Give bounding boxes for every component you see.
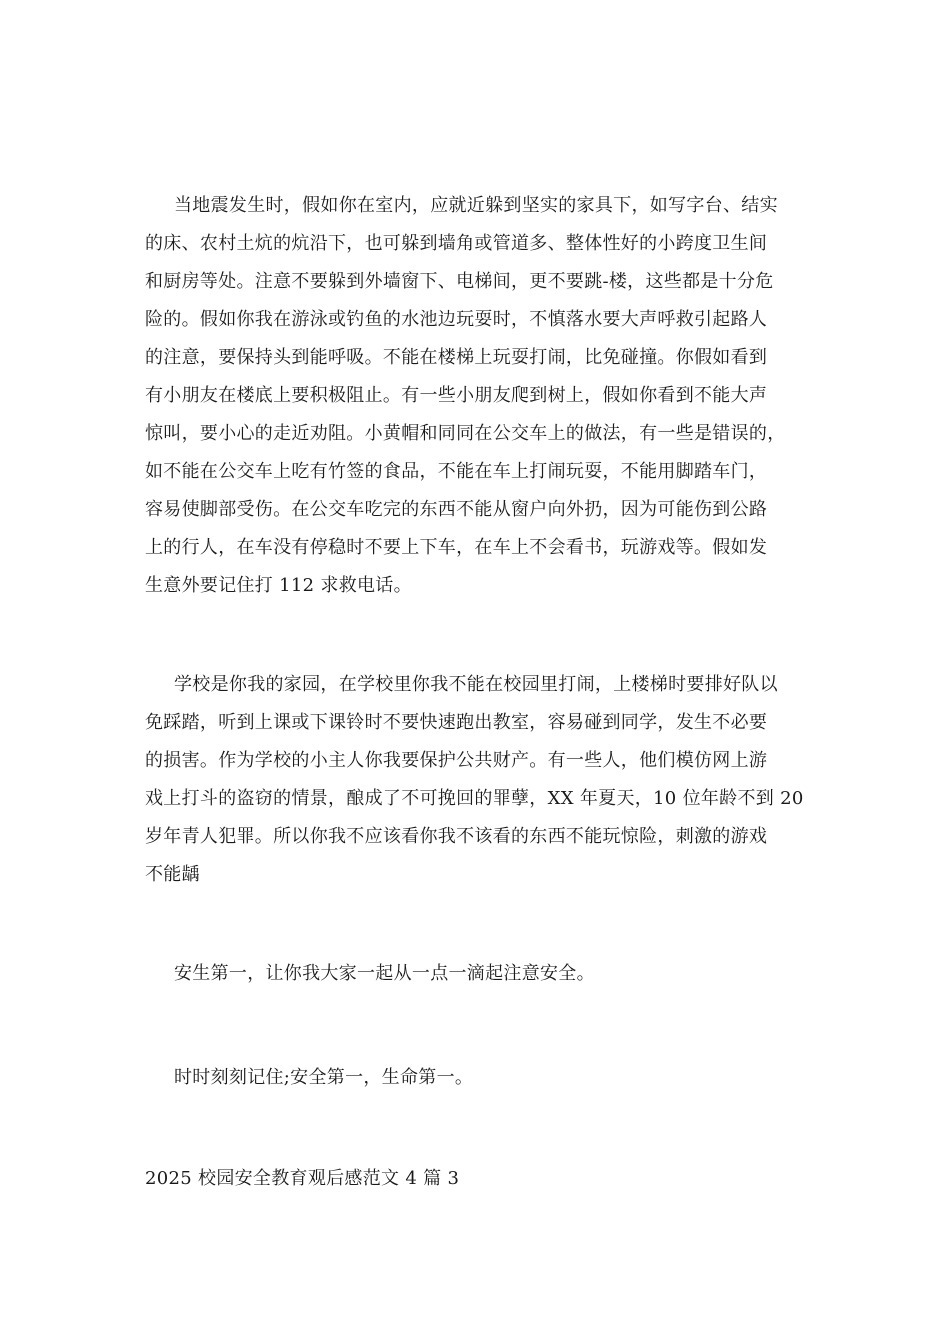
text-line: 有小朋友在楼底上要积极阻止。有一些小朋友爬到树上，假如你看到不能大声 — [145, 385, 768, 406]
paragraph-remember: 时时刻刻记住;安全第一，生命第一。 — [174, 1067, 474, 1088]
text-line: 的注意，要保持头到能呼吸。不能在楼梯上玩耍打闹，比免碰撞。你假如看到 — [145, 347, 768, 368]
text-line: 当地震发生时，假如你在室内，应就近躲到坚实的家具下，如写字台、结实 — [174, 195, 778, 216]
text-line: 免踩踏，听到上课或下课铃时不要快速跑出教室，容易碰到同学，发生不必要 — [145, 712, 768, 733]
text-line: 戏上打斗的盗窃的情景，酿成了不可挽回的罪孽，XX 年夏天，10 位年龄不到 20 — [145, 788, 804, 809]
text-line: 如不能在公交车上吃有竹签的食品，不能在车上打闹玩耍，不能用脚踏车门， — [145, 461, 768, 482]
paragraph-safety-first: 安生第一，让你我大家一起从一点一滴起注意安全。 — [174, 963, 595, 984]
text-line: 容易使脚部受伤。在公交车吃完的东西不能从窗户向外扔，因为可能伤到公路 — [145, 499, 768, 520]
text-line: 上的行人，在车没有停稳时不要上下车，在车上不会看书，玩游戏等。假如发 — [145, 537, 768, 558]
text-line: 险的。假如你我在游泳或钓鱼的水池边玩耍时，不慎落水要大声呼救引起路人 — [145, 309, 768, 330]
text-line: 的床、农村土炕的炕沿下，也可躲到墙角或管道多、整体性好的小跨度卫生间 — [145, 233, 768, 254]
text-line: 的损害。作为学校的小主人你我要保护公共财产。有一些人，他们模仿网上游 — [145, 750, 768, 771]
text-line: 不能龋 — [145, 864, 200, 885]
section-heading: 2025 校园安全教育观后感范文 4 篇 3 — [145, 1168, 460, 1189]
text-line: 生意外要记住打 112 求救电话。 — [145, 575, 412, 596]
text-line: 学校是你我的家园，在学校里你我不能在校园里打闹，上楼梯时要排好队以 — [174, 674, 778, 695]
text-line: 岁年青人犯罪。所以你我不应该看你我不该看的东西不能玩惊险，刺激的游戏 — [145, 826, 768, 847]
text-line: 和厨房等处。注意不要躲到外墙窗下、电梯间，更不要跳-楼，这些都是十分危 — [145, 271, 774, 292]
text-line: 惊叫，要小心的走近劝阻。小黄帽和同同在公交车上的做法，有一些是错误的， — [145, 423, 786, 444]
